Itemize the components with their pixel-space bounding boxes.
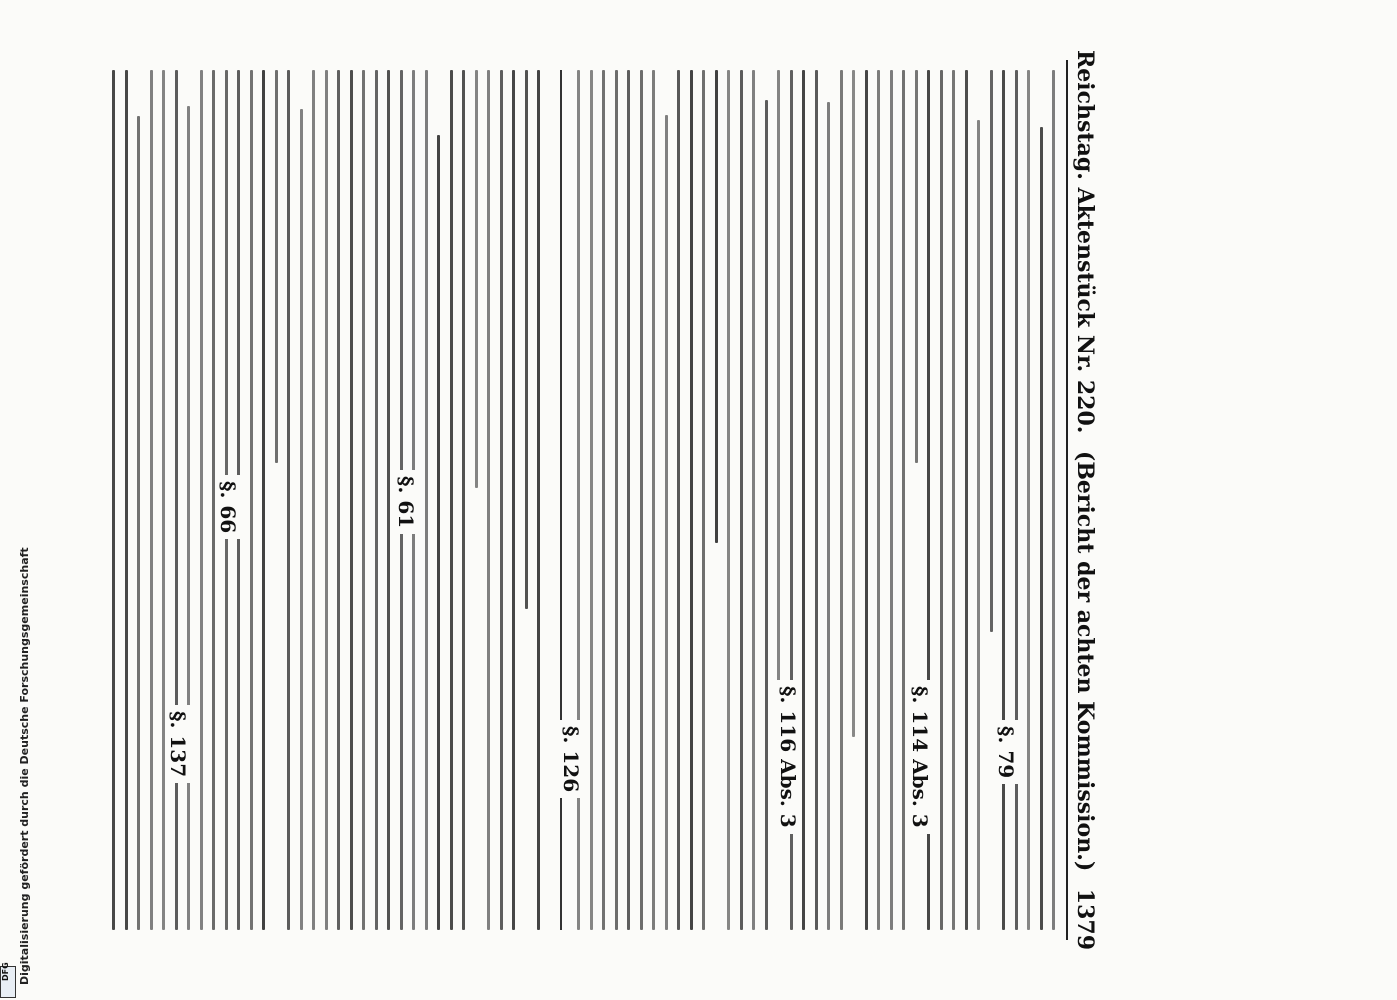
text-line bbox=[902, 70, 905, 930]
text-line bbox=[537, 70, 540, 930]
text-line bbox=[462, 70, 465, 930]
column-divider bbox=[560, 70, 562, 930]
text-line bbox=[977, 120, 980, 930]
section-heading-61: §. 61 bbox=[394, 470, 418, 534]
text-line bbox=[325, 70, 328, 930]
text-line bbox=[727, 70, 730, 930]
text-line bbox=[437, 135, 440, 930]
text-line bbox=[287, 70, 290, 930]
text-line bbox=[677, 70, 680, 930]
section-heading-137: §. 137 bbox=[166, 705, 190, 783]
text-line bbox=[525, 70, 528, 609]
text-line bbox=[990, 70, 993, 632]
text-line bbox=[450, 70, 453, 930]
text-line bbox=[715, 70, 718, 543]
text-line bbox=[940, 70, 943, 930]
text-line bbox=[250, 70, 253, 930]
text-line bbox=[602, 70, 605, 930]
text-line bbox=[512, 70, 515, 930]
text-line bbox=[890, 70, 893, 930]
text-line bbox=[577, 70, 580, 930]
header-rule bbox=[1066, 60, 1068, 940]
text-line bbox=[852, 70, 855, 737]
text-line bbox=[965, 70, 968, 930]
text-line bbox=[840, 70, 843, 930]
running-header bbox=[1065, 50, 1105, 950]
text-line bbox=[375, 70, 378, 930]
text-line bbox=[150, 70, 153, 930]
text-column-left bbox=[110, 70, 550, 930]
text-line bbox=[212, 70, 215, 930]
section-heading-66: §. 66 bbox=[216, 475, 240, 539]
text-line bbox=[187, 106, 190, 930]
text-line bbox=[740, 70, 743, 930]
digitization-note: Digitalisierung gefördert durch die Deutsche Forschungsgemeinschaft bbox=[18, 547, 31, 985]
text-line bbox=[137, 116, 140, 930]
text-column-right bbox=[575, 70, 1055, 930]
header-center: (Bericht der achten Kommission.) bbox=[1072, 450, 1098, 872]
text-line bbox=[1015, 70, 1018, 930]
text-line bbox=[350, 70, 353, 930]
text-line bbox=[640, 70, 643, 930]
text-line bbox=[362, 70, 365, 930]
text-line bbox=[690, 70, 693, 930]
text-line bbox=[162, 70, 165, 930]
text-line bbox=[615, 70, 618, 930]
text-line bbox=[802, 70, 805, 930]
text-line bbox=[865, 70, 868, 930]
text-line bbox=[175, 70, 178, 930]
text-line bbox=[275, 70, 278, 463]
text-lines bbox=[575, 70, 1055, 930]
text-line bbox=[125, 70, 128, 930]
text-line bbox=[765, 100, 768, 930]
text-line bbox=[1052, 70, 1055, 930]
text-line bbox=[487, 70, 490, 930]
text-line bbox=[475, 70, 478, 488]
text-line bbox=[300, 109, 303, 930]
text-line bbox=[200, 70, 203, 930]
text-line bbox=[815, 70, 818, 930]
text-line bbox=[590, 70, 593, 930]
header-left: Reichstag. Aktenstück Nr. 220. bbox=[1072, 50, 1098, 434]
section-heading-114: §. 114 Abs. 3 bbox=[908, 680, 932, 834]
text-line bbox=[1002, 70, 1005, 930]
text-line bbox=[112, 70, 115, 930]
text-line bbox=[387, 70, 390, 930]
text-line bbox=[665, 115, 668, 930]
text-line bbox=[777, 70, 780, 713]
text-line bbox=[877, 70, 880, 930]
text-line bbox=[627, 70, 630, 930]
page-number: 1379 bbox=[1072, 888, 1098, 950]
text-line bbox=[262, 70, 265, 930]
text-line bbox=[1027, 70, 1030, 930]
text-line bbox=[425, 70, 428, 930]
text-line bbox=[702, 70, 705, 930]
text-line bbox=[1040, 127, 1043, 930]
text-line bbox=[952, 70, 955, 930]
dfg-logo bbox=[0, 962, 16, 998]
text-lines bbox=[110, 70, 550, 930]
text-line bbox=[312, 70, 315, 930]
text-line bbox=[652, 70, 655, 930]
section-heading-116: §. 116 Abs. 3 bbox=[776, 680, 800, 834]
section-heading-79: §. 79 bbox=[994, 720, 1018, 784]
text-line bbox=[915, 70, 918, 463]
text-line bbox=[827, 102, 830, 930]
text-line bbox=[337, 70, 340, 930]
section-heading-126: §. 126 bbox=[559, 720, 583, 798]
dfg-logo-text: DFG bbox=[1, 962, 10, 981]
text-line bbox=[752, 70, 755, 930]
text-line bbox=[500, 70, 503, 930]
